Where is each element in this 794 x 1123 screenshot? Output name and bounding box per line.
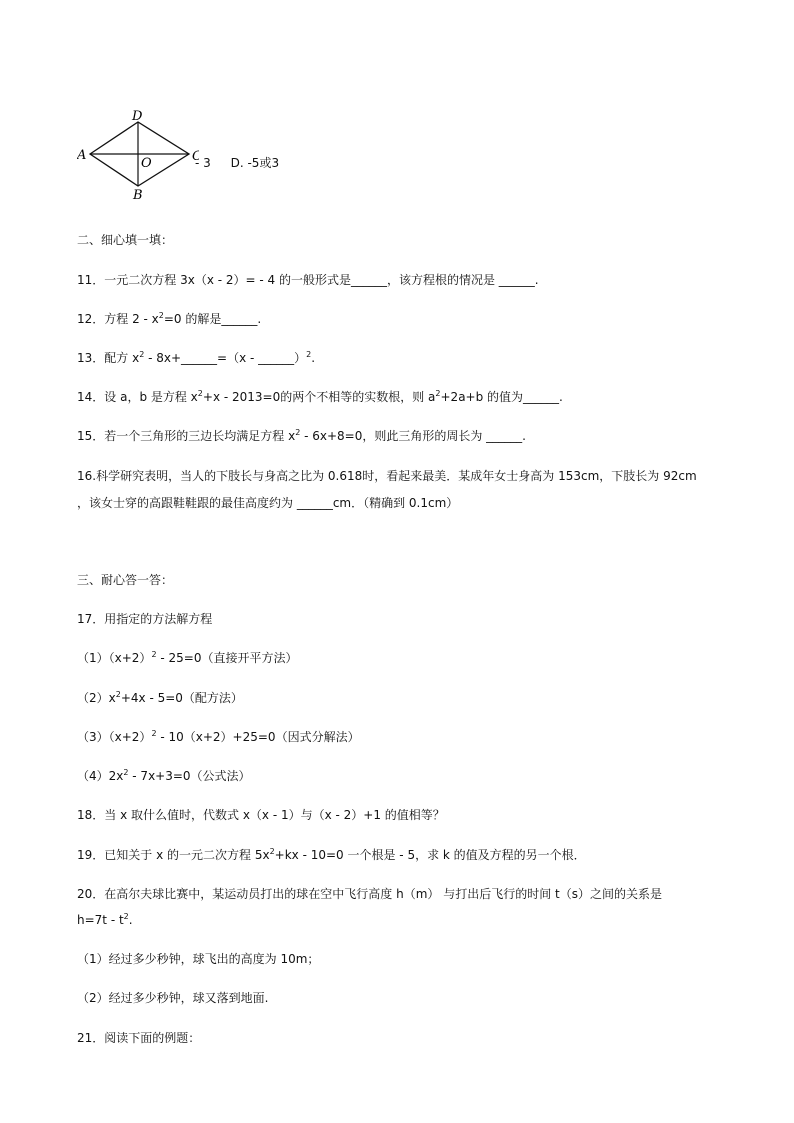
rhombus-figure: [77, 108, 199, 204]
section-2-title: 二、细心填一填：: [77, 233, 174, 247]
q13-exponent-b: 2: [306, 350, 312, 359]
question-17-part-1: [77, 650, 297, 666]
q17-p3-text-b: - 10（x+2）+25=0（因式分解法）: [156, 730, 360, 744]
question-14: [77, 389, 563, 405]
label-o: O: [141, 156, 152, 171]
option-d: D. -5或3: [230, 156, 280, 170]
question-17-stem: 17．用指定的方法解方程: [77, 612, 213, 626]
q17-p3-text-a: （3）（x+2）: [77, 730, 152, 744]
q12-text-a: 12．方程 2 - x: [77, 312, 159, 326]
label-a: A: [77, 148, 87, 163]
q15-text-b: - 6x+8=0，则此三角形的周长为 ______.: [300, 429, 526, 443]
question-16-line-2: ，该女士穿的高跟鞋鞋跟的最佳高度约为 ______cm．（精确到 0.1cm）: [77, 496, 459, 510]
question-20-line-1: 20．在高尔夫球比赛中，某运动员打出的球在空中飞行高度 h（m） 与打出后飞行的时间 t（s）之间的关系是: [77, 887, 662, 901]
q12-exponent: 2: [158, 311, 164, 320]
question-20-line-2: [77, 912, 133, 928]
question-19: [77, 847, 586, 863]
label-b: B: [133, 188, 143, 203]
q13-text-c: .: [311, 351, 316, 365]
question-13: [77, 350, 315, 366]
q13-text-a: 13．配方 x: [77, 351, 140, 365]
q17-p4-text-a: （4）2x: [77, 769, 124, 783]
q13-text-b: - 8x+______=（x - ______）: [144, 351, 307, 365]
q14-text-a: 14．设 a，b 是方程 x: [77, 390, 198, 404]
label-d: D: [132, 109, 143, 124]
q17-p2-exponent: 2: [115, 690, 121, 699]
q19-text-b: +kx - 10=0 一个根是 - 5，求 k 的值及方程的另一个根．: [274, 848, 586, 862]
question-17-part-2: [77, 690, 243, 706]
q17-p3-exponent: 2: [151, 729, 157, 738]
q15-text-a: 15．若一个三角形的三边长均满足方程 x: [77, 429, 296, 443]
choice-options-tail: [195, 154, 295, 171]
q19-text-a: 19．已知关于 x 的一元二次方程 5x: [77, 848, 270, 862]
question-15: [77, 428, 526, 444]
q15-exponent: 2: [295, 428, 301, 437]
q17-p4-text-b: - 7x+3=0（公式法）: [128, 769, 251, 783]
q14-text-b: +x - 2013=0的两个不相等的实数根，则 a: [202, 390, 436, 404]
rhombus-diagram: [77, 108, 199, 204]
question-11: 11．一元二次方程 3x（x - 2）= - 4 的一般形式是______，该方程根的情况是 ______.: [77, 273, 539, 287]
option-c-rest: - 3: [195, 156, 211, 170]
q17-p2-text-b: +4x - 5=0（配方法）: [120, 691, 243, 705]
q17-p1-text-b: - 25=0（直接开平方法）: [156, 651, 298, 665]
q17-p1-text-a: （1）（x+2）: [77, 651, 152, 665]
question-17-part-4: [77, 768, 251, 784]
q20-exponent: 2: [123, 912, 129, 921]
q13-exponent-a: 2: [139, 350, 145, 359]
q17-p2-text-a: （2）x: [77, 691, 116, 705]
section-3-title: 三、耐心答一答：: [77, 573, 174, 587]
q14-text-c: +2a+b 的值为______.: [440, 390, 563, 404]
q14-exponent-b: 2: [435, 389, 441, 398]
question-18: 18．当 x 取什么值时，代数式 x（x - 1）与（x - 2）+1 的值相等？: [77, 808, 445, 822]
question-17-part-3: [77, 729, 360, 745]
q12-text-b: =0 的解是______.: [163, 312, 262, 326]
q17-p1-exponent: 2: [151, 650, 157, 659]
question-20-part-2: （2）经过多少秒钟，球又落到地面.: [77, 991, 269, 1005]
q14-exponent-a: 2: [197, 389, 203, 398]
q17-p4-exponent: 2: [123, 768, 129, 777]
q20-formula-b: .: [128, 913, 133, 927]
q19-exponent: 2: [269, 847, 275, 856]
question-21: 21．阅读下面的例题：: [77, 1031, 201, 1045]
question-20-part-1: （1）经过多少秒钟，球飞出的高度为 10m；: [77, 952, 320, 966]
question-16-line-1: 16.科学研究表明，当人的下肢长与身高之比为 0.618时，看起来最美．某成年女士身高为 153cm，下肢长为 92cm: [77, 469, 697, 483]
question-12: [77, 311, 261, 327]
q20-formula-a: h=7t - t: [77, 913, 124, 927]
